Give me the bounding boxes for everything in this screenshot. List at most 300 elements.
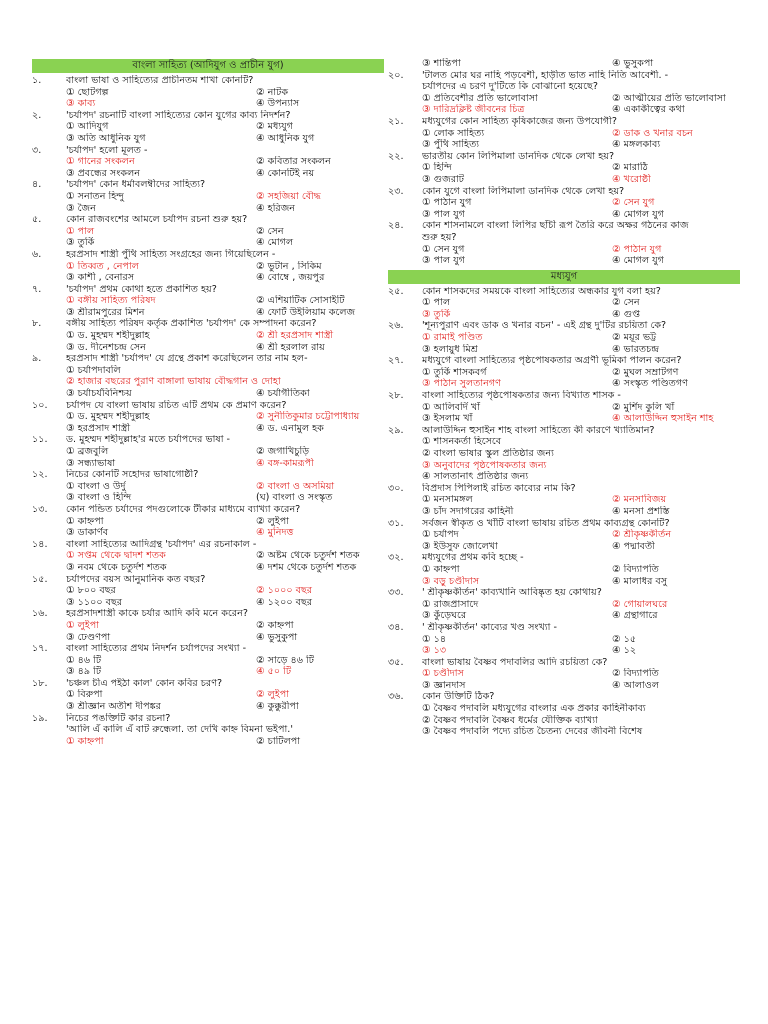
question-text: বাংলা ভাষায় বৈষ্ণব পদাবলির আদি রচয়িতা কে? bbox=[422, 656, 608, 668]
answer-option: ② বিদ্যাপতি bbox=[612, 668, 659, 680]
question-number: ২৮. bbox=[388, 390, 404, 402]
correct-answer-option: ② পাঠান যুগ bbox=[612, 243, 662, 255]
question-text: কোন যুগে বাংলা লিপিমালা ডানদিক থেকে লেখা হয়? bbox=[422, 185, 625, 197]
answer-option: ④ হরিজন bbox=[256, 202, 296, 214]
question-number: ১৫. bbox=[32, 573, 48, 585]
answer-option: ② সাড়ে ৪৬ টি bbox=[256, 654, 315, 666]
answer-option: (ঘ) বাংলা ও সংস্কৃত bbox=[256, 492, 333, 504]
question-line bbox=[32, 539, 384, 551]
question-item bbox=[32, 434, 384, 469]
correct-answer-option: ① বঙ্গীয় সাহিত্য পরিষদ bbox=[66, 295, 156, 307]
options-grid bbox=[32, 121, 384, 144]
question-number: ৩৪. bbox=[388, 621, 404, 633]
correct-answer-option: ③ কাব্য bbox=[66, 98, 96, 110]
question-number: ৪. bbox=[32, 179, 42, 191]
options-grid bbox=[32, 411, 384, 434]
question-item bbox=[388, 425, 740, 483]
correct-answer-option: ③ ১৩ bbox=[422, 645, 447, 657]
continued-options bbox=[388, 58, 740, 70]
question-text: বাংলা সাহিত্যের পৃষ্ঠপোষকতার জন্য বিখ্যাত শাসক - bbox=[422, 390, 621, 402]
options-grid bbox=[388, 668, 740, 691]
question-text: কোন পন্ডিত চর্যাদের পদগুলোকে টীকার মাধ্যমে ব্যাখ্যা করেন? bbox=[66, 503, 301, 515]
answer-option: ③ সন্ধ্যাভাষা bbox=[66, 457, 116, 469]
answer-option: ① শাসনকর্তা হিসেবে bbox=[422, 436, 502, 448]
answer-option: ③ ৪৯ টি bbox=[66, 666, 102, 678]
answer-option: ② কাহ্নপা bbox=[256, 619, 294, 631]
question-line bbox=[388, 552, 740, 564]
question-text: 'চর্যাপদ' প্রথম কোথা হতে প্রকাশিত হয়? bbox=[66, 283, 217, 295]
question-number: ২২. bbox=[388, 150, 404, 162]
question-item bbox=[32, 713, 384, 748]
correct-answer-option: ③ পাঠান সুলতানগণ bbox=[422, 378, 501, 390]
answer-option: ① বৈষ্ণব পদাবলি মধ্যযুগের বাংলার এক প্রকার কাহিনীকাব্য bbox=[422, 703, 646, 715]
options-grid bbox=[32, 330, 384, 353]
question-line bbox=[32, 145, 384, 157]
correct-answer-option: ② শ্রী হরপ্রসাদ শাস্ত্রী bbox=[256, 330, 334, 342]
answer-option: ② মুর্শিদ কুলি খাঁ bbox=[612, 401, 675, 413]
question-item bbox=[32, 469, 384, 504]
question-line bbox=[32, 110, 384, 122]
question-item bbox=[388, 286, 740, 321]
question-text: কোন উক্তিটি ঠিক? bbox=[422, 691, 495, 703]
options-grid bbox=[388, 436, 740, 482]
answer-option: ③ ইসলাম খাঁ bbox=[422, 413, 473, 425]
question-item bbox=[32, 643, 384, 678]
correct-answer-option: ④ আলাউদ্দিন হুসাইন শাহ bbox=[612, 413, 714, 425]
answer-option: ③ ইউসুফ জোলেখা bbox=[422, 540, 498, 552]
answer-option: ④ ১২ bbox=[612, 645, 637, 657]
correct-answer-option: ② সহজিয়া বৌদ্ধ bbox=[256, 190, 321, 202]
question-line bbox=[388, 587, 740, 599]
correct-answer-option: ② হাজার বছরের পুরাণ বাঙ্গালা ভাষায় বৌদ্ধগান ও দোহা bbox=[66, 376, 281, 388]
question-text: কোন শাসনামলে বাংলা লিপির ছাঁচী রূপ তৈরি করে অক্ষর গঠনের কাজ bbox=[422, 220, 689, 232]
answer-option: ③ কুঁড়েঘরে bbox=[422, 610, 467, 622]
answer-option: ① ৪৬ টি bbox=[66, 654, 102, 666]
question-item bbox=[388, 518, 740, 553]
answer-option: ③ শ্রীরামপুরের মিশন bbox=[66, 306, 145, 318]
question-item bbox=[388, 483, 740, 518]
answer-option: ③ ডাকার্ণব bbox=[66, 527, 109, 539]
correct-answer-option: ③ দারিদ্রক্লিষ্ট জীবনের চিত্র bbox=[422, 104, 525, 116]
question-line bbox=[32, 318, 384, 330]
options-grid bbox=[32, 191, 384, 214]
answer-option: ① মনসামঙ্গল bbox=[422, 494, 473, 506]
options-grid bbox=[388, 703, 740, 738]
question-number: ৩২. bbox=[388, 552, 404, 564]
options-grid bbox=[32, 550, 384, 573]
question-line bbox=[32, 179, 384, 191]
question-text: হরপ্রসাদ শাস্ত্রী 'চর্যাপদ' যে গ্রন্থে প্রকাশ করেছিলেন তার নাম হল- bbox=[66, 353, 308, 365]
correct-answer-option: ② বাংলা ও অসমিয়া bbox=[256, 480, 335, 492]
answer-option: ④ মঙ্গলকাব্য bbox=[612, 139, 661, 151]
answer-option: ① আলিবর্দি খাঁ bbox=[422, 401, 480, 413]
question-number: ১৭. bbox=[32, 643, 48, 655]
question-line bbox=[388, 483, 740, 495]
question-line bbox=[388, 186, 740, 198]
answer-option: ④ গুপ্ত bbox=[612, 308, 641, 320]
question-line bbox=[388, 657, 740, 669]
answer-option: ② মারাঠি bbox=[612, 162, 648, 174]
options-grid bbox=[32, 585, 384, 608]
answer-option: ④ মোগল যুগ bbox=[612, 255, 664, 267]
question-item bbox=[388, 657, 740, 692]
question-item bbox=[388, 691, 740, 737]
question-line bbox=[32, 469, 384, 481]
right-column bbox=[388, 58, 740, 738]
correct-answer-option: ① চণ্ডীদাস bbox=[422, 668, 464, 680]
question-line bbox=[388, 151, 740, 163]
question-text: 'চর্যাপদ' কোন ধর্মাবলম্বীদের সাহিত্য? bbox=[66, 179, 206, 191]
answer-option: ③ শান্তিপা bbox=[422, 58, 461, 69]
question-number: ২৪. bbox=[388, 220, 404, 232]
correct-answer-option: ② মনসাবিজয় bbox=[612, 494, 667, 506]
answer-option: ② মুঘল সম্রাটগণ bbox=[612, 366, 679, 378]
answer-option: ④ ড. এনামুল হক bbox=[256, 422, 324, 434]
question-text: ভারতীয় কোন লিপিমালা ডানদিক থেকে লেখা হয়? bbox=[422, 150, 615, 162]
answer-option: ④ সালতানাৎ প্রতিষ্ঠার জন্য bbox=[422, 471, 529, 483]
answer-option: ② এশিয়াটিক সোসাইটি bbox=[256, 295, 345, 307]
question-subtext: 'আলি এঁ কালি এঁ বাট রুন্ধেলা. তা দেখি কাহ্ন বিমনা ভইপা.' bbox=[66, 724, 293, 736]
options-grid bbox=[388, 494, 740, 517]
answer-option: ④ কোনটিই নয় bbox=[256, 167, 315, 179]
answer-option: ③ হরপ্রসাদ শাস্ত্রী bbox=[66, 422, 131, 434]
question-number: ১. bbox=[32, 75, 42, 86]
answer-option: ① সেন যুগ bbox=[422, 243, 465, 255]
options-grid bbox=[388, 402, 740, 425]
question-number: ১১. bbox=[32, 434, 48, 446]
answer-option: ① ৮০০ বছর bbox=[66, 585, 116, 597]
answer-option: ④ মালাধর বসু bbox=[612, 575, 668, 587]
answer-option: ① ড. মুহম্মদ শহীদুল্লাহ bbox=[66, 411, 150, 423]
question-subtext: চর্যাপদের এ চরণ দু'টিতে কি বোঝানো হয়েছে? bbox=[422, 81, 598, 93]
answer-option: ③ প্রবন্ধের সংকলন bbox=[66, 167, 140, 179]
answer-option: ② লুইপা bbox=[256, 515, 290, 527]
answer-option: ③ ঢেণ্ডণপা bbox=[66, 631, 111, 643]
question-number: ১২. bbox=[32, 469, 48, 481]
correct-answer-option: ② গোয়ালঘরে bbox=[612, 598, 668, 610]
correct-answer-option: ③ বড়ু চণ্ডীদাস bbox=[422, 575, 480, 587]
options-grid bbox=[32, 736, 384, 748]
answer-option: ③ অতি আধুনিক যুগ bbox=[66, 132, 146, 144]
left-column bbox=[32, 58, 384, 747]
question-number: ২৯. bbox=[388, 424, 404, 436]
question-line bbox=[388, 70, 740, 82]
answer-option: ④ একাকীত্বের কথা bbox=[612, 104, 685, 116]
question-text: আলাউদ্দিন হুসাইন শাহ বাংলা সাহিত্যে কী কারণে খ্যাতিমান? bbox=[422, 424, 655, 436]
answer-option: ③ চাঁদ সদাগরের কাহিনী bbox=[422, 505, 514, 517]
question-text: নিচের পঙক্তিটি কার রচনা? bbox=[66, 712, 171, 724]
answer-option: ① রাজপ্রাসাদে bbox=[422, 598, 479, 610]
answer-option: ④ আধুনিক যুগ bbox=[256, 132, 315, 144]
question-item bbox=[32, 400, 384, 435]
question-text: সর্বজন স্বীকৃত ও খাঁটি বাংলা ভাষায় রচিত প্রথম কাব্যগ্রন্থ কোনটি? bbox=[422, 517, 670, 529]
answer-option: ④ পদ্মাবতী bbox=[612, 540, 655, 552]
question-line bbox=[388, 425, 740, 437]
question-line bbox=[388, 518, 740, 530]
question-number: ৩১. bbox=[388, 517, 404, 529]
question-line bbox=[32, 75, 384, 87]
options-grid bbox=[388, 564, 740, 587]
question-number: ১৪. bbox=[32, 538, 48, 550]
question-line bbox=[32, 249, 384, 261]
correct-answer-option: ① গানের সংকলন bbox=[66, 156, 135, 168]
question-line bbox=[32, 284, 384, 296]
answer-option: ③ চর্যাচর্যবিনিশ্চয় bbox=[66, 388, 132, 400]
answer-option: ① ব্রজবুলি bbox=[66, 446, 109, 457]
answer-option: ③ বৈষ্ণব পদাবলি পদ্যে রচিত চৈতন্য দেবের জীবনী বিশেষ bbox=[422, 726, 643, 738]
answer-option: ③ ১১০০ বছর bbox=[66, 596, 123, 608]
options-grid bbox=[388, 197, 740, 220]
answer-option: ② বিদ্যাপতি bbox=[612, 563, 659, 575]
correct-answer-option: ② সুনীতিকুমার চট্টোপাধ্যায় bbox=[256, 411, 360, 423]
answer-option: ① ছোটগল্প bbox=[66, 86, 109, 98]
question-line bbox=[32, 353, 384, 365]
question-item bbox=[388, 116, 740, 151]
options-grid bbox=[388, 297, 740, 320]
question-number: ৮. bbox=[32, 318, 42, 330]
correct-answer-option: ① পাল bbox=[66, 225, 95, 237]
question-line bbox=[388, 320, 740, 332]
answer-option: ③ জৈন bbox=[66, 202, 96, 214]
answer-option: ④ সংস্কৃত পণ্ডিতগণ bbox=[612, 378, 688, 390]
correct-answer-option: ② ডাক ও খনার বচন bbox=[612, 127, 693, 139]
answer-option: ④ চর্যাগীতিকা bbox=[256, 388, 310, 400]
question-item bbox=[32, 678, 384, 713]
answer-option: ① পাঠান যুগ bbox=[422, 197, 472, 209]
question-item bbox=[32, 318, 384, 353]
answer-option: ② আত্মীয়ের প্রতি ভালোবাসা bbox=[612, 92, 726, 104]
answer-option: ① চর্যাপদ bbox=[422, 529, 459, 541]
options-grid bbox=[32, 446, 384, 469]
answer-option: ④ ১২০০ বছর bbox=[256, 596, 313, 608]
question-item bbox=[388, 70, 740, 116]
question-item bbox=[388, 186, 740, 221]
answer-option: ③ পাল যুগ bbox=[422, 208, 465, 220]
question-number: ৯. bbox=[32, 353, 42, 365]
question-item bbox=[32, 504, 384, 539]
correct-answer-option: ④ বঙ্গ-কামরূপী bbox=[256, 457, 314, 469]
question-number: ৩৬. bbox=[388, 691, 404, 703]
answer-option: ③ শ্রীজ্ঞান অতীশ দীপঙ্কর bbox=[66, 701, 161, 713]
answer-option: ① লোক সাহিত্য bbox=[422, 127, 485, 139]
answer-option: ② চাটিলপা bbox=[256, 735, 301, 747]
question-text: ড. মুহম্মদ শহীদুল্লাহ'র মতে চর্যাপদের ভাষা - bbox=[66, 434, 231, 446]
options-grid bbox=[388, 367, 740, 390]
question-item bbox=[388, 587, 740, 622]
question-item bbox=[32, 353, 384, 399]
question-line bbox=[32, 214, 384, 226]
answer-option: ② ভুটান , সিকিম bbox=[256, 260, 322, 272]
answer-option: ③ জ্ঞানদাস bbox=[422, 679, 466, 691]
answer-option: ③ নবম থেকে চতুর্দশ শতক bbox=[66, 561, 167, 573]
correct-answer-option: ③ তুর্কি bbox=[422, 308, 451, 320]
answer-option: ② বাংলা ভাষার স্কুল প্রতিষ্ঠার জন্য bbox=[422, 448, 554, 459]
correct-answer-option: ③ অনুবাদের পৃষ্ঠপোষকতার জন্য bbox=[422, 459, 547, 471]
question-line bbox=[32, 504, 384, 516]
answer-option: ① বিরুপা bbox=[66, 689, 103, 701]
options-grid bbox=[32, 620, 384, 643]
options-grid bbox=[32, 388, 384, 400]
answer-option: ② কবিতার সংকলন bbox=[256, 156, 331, 168]
question-item bbox=[388, 151, 740, 186]
answer-option: ② সেন bbox=[612, 297, 640, 309]
question-text: 'টালত মোর ঘর নাহি পড়বেশী, হাড়ীত ভাত নাহি নিতি আবেশী. - bbox=[422, 69, 669, 81]
question-text: 'চর্যাপদ' রচনাটি বাংলা সাহিত্যের কোন যুগের কাব্য নিদর্শন? bbox=[66, 109, 291, 121]
answer-option: ② মধ্যযুগ bbox=[256, 121, 293, 133]
options-grid bbox=[32, 87, 384, 110]
answer-option: ③ হলায়ুধ মিশ্র bbox=[422, 343, 478, 355]
question-item bbox=[32, 214, 384, 249]
question-line bbox=[388, 622, 740, 634]
options-grid bbox=[388, 529, 740, 552]
section-header-ancient: বাংলা সাহিত্য (আদিযুগ ও প্রাচীন যুগ) bbox=[32, 59, 384, 73]
question-line bbox=[32, 608, 384, 620]
answer-option: ① হিন্দি bbox=[422, 162, 452, 174]
question-item bbox=[388, 390, 740, 425]
question-item bbox=[388, 552, 740, 587]
question-item bbox=[388, 320, 740, 355]
correct-answer-option: ② সেন যুগ bbox=[612, 197, 655, 209]
question-number: ২১. bbox=[388, 115, 404, 127]
question-text: বাংলা সাহিত্যের আদিগ্রন্থ 'চর্যাপদ' এর রচনাকাল - bbox=[66, 538, 257, 550]
answer-option: ④ মোগল bbox=[256, 237, 294, 249]
question-text: বাংলা সাহিত্যের প্রথম নিদর্শন চর্যাপদের সংখ্যা - bbox=[66, 643, 247, 655]
answer-option: ④ কুক্কুরীপা bbox=[256, 701, 299, 713]
answer-option: ④ শ্রী হরলাল রায় bbox=[256, 341, 325, 353]
question-text: ' শ্রীকৃষ্ণকীর্তন' কাব্যের খণ্ড সংখ্যা - bbox=[422, 621, 557, 633]
answer-option: ① কাহ্নপা bbox=[66, 515, 104, 527]
options-grid bbox=[32, 655, 384, 678]
correct-answer-option: ④ মুনিদত্ত bbox=[256, 527, 294, 539]
options-grid bbox=[32, 481, 384, 504]
question-subtext: শুরু হয়? bbox=[422, 231, 457, 243]
options-grid bbox=[32, 295, 384, 318]
question-text: নিচের কোনটি সহোদর ভাষাগোষ্ঠী? bbox=[66, 469, 199, 481]
question-number: ৩৫. bbox=[388, 656, 404, 668]
answer-option: ② অষ্টম থেকে চতুর্দশ শতক bbox=[256, 550, 360, 562]
question-number: ২৩. bbox=[388, 185, 404, 197]
question-item bbox=[388, 355, 740, 390]
question-text: চর্যাপদ যে বাংলা ভাষায় রচিত এটি প্রথম কে প্রমাণ করেন? bbox=[66, 399, 287, 411]
question-text: মধ্যযুগের প্রথম কবি হচ্ছে - bbox=[422, 552, 524, 564]
answer-option: ① ড. মুহম্মদ শহীদুল্লাহ bbox=[66, 330, 150, 342]
answer-option: ④ গ্রন্থাগারে bbox=[612, 610, 658, 622]
question-number: ৫. bbox=[32, 214, 42, 226]
answer-option: ④ আলাওল bbox=[612, 679, 659, 691]
question-line bbox=[32, 678, 384, 690]
question-number: ২৬. bbox=[388, 320, 404, 332]
question-line bbox=[388, 691, 740, 703]
answer-option: ① কাহ্নপা bbox=[422, 563, 460, 575]
question-text: 'চঞ্চল চীএ পইঠা কাল' কোন কবির চরণ? bbox=[66, 677, 223, 689]
answer-option: ① ১৪ bbox=[422, 633, 447, 645]
options-grid bbox=[388, 634, 740, 657]
question-line bbox=[388, 116, 740, 128]
question-text: ' শ্রীকৃষ্ণকীর্তন' কাব্যখানি আবিষ্কৃত হয় কোথায়? bbox=[422, 587, 602, 599]
answer-option: ① প্রতিবেশীর প্রতি ভালোবাসা bbox=[422, 92, 538, 104]
question-number: ১৯. bbox=[32, 712, 48, 724]
question-number: ২৭. bbox=[388, 355, 404, 367]
options-grid bbox=[388, 244, 740, 267]
question-text: চর্যাপদের বয়স আনুমানিক কত বছর? bbox=[66, 573, 206, 585]
question-number: ২৫. bbox=[388, 285, 404, 297]
answer-option: ④ ভুসুকুপা bbox=[256, 631, 298, 643]
answer-option: ③ কাশী , বেনারস bbox=[66, 272, 135, 284]
question-line bbox=[388, 220, 740, 232]
answer-option: ② নাটক bbox=[256, 86, 289, 98]
question-text: মধ্যযুগে বাংলা সাহিত্যের পৃষ্ঠপোষকতার অগ্রণী ভূমিকা পালন করেন? bbox=[422, 355, 682, 367]
question-item bbox=[388, 220, 740, 266]
question-text: বঙ্গীয় সাহিত্য পরিষদ কর্তৃক প্রকাশিত 'চর্যাপদ' কে সম্পাদনা করেন? bbox=[66, 318, 317, 330]
correct-answer-option: ① কাহ্নপা bbox=[66, 735, 104, 747]
question-number: ৩০. bbox=[388, 482, 404, 494]
correct-answer-option: ② শ্রীকৃষ্ণকীর্তন bbox=[612, 529, 672, 541]
answer-option: ① চর্যাপদাবলি bbox=[66, 364, 121, 376]
question-number: ২. bbox=[32, 109, 42, 121]
question-item bbox=[32, 249, 384, 284]
correct-answer-option: ④ খরোষ্ঠী bbox=[612, 173, 651, 185]
question-line bbox=[388, 355, 740, 367]
answer-option: ① পাল bbox=[422, 297, 451, 309]
options-grid bbox=[388, 599, 740, 622]
answer-option: ② ১৫ bbox=[612, 633, 637, 645]
answer-option: ① সনাতন হিন্দু bbox=[66, 190, 124, 202]
question-text: কোন শাসকদের সময়কে বাংলা সাহিত্যের অন্ধকার যুগ বলা হয়? bbox=[422, 285, 661, 297]
answer-option: ① তুর্কি শাসকবর্গ bbox=[422, 366, 487, 378]
question-line bbox=[32, 643, 384, 655]
question-item bbox=[32, 284, 384, 319]
question-text: মধ্যযুগের কোন সাহিত্য কৃষিকাজের জন্য উপযোগী? bbox=[422, 115, 618, 127]
answer-option: ② জগাখিচুড়ি bbox=[256, 446, 310, 457]
question-text: বিপ্রদাস পিপিলাই রচিত কাব্যের নাম কি? bbox=[422, 482, 576, 494]
answer-option: ③ পাল যুগ bbox=[422, 255, 465, 267]
answer-option: ① বাংলা ও উর্দু bbox=[66, 480, 126, 492]
correct-answer-option: ① লুইপা bbox=[66, 619, 100, 631]
answer-option: ④ ভুসুকপা bbox=[612, 58, 654, 69]
question-number: ৭. bbox=[32, 283, 42, 295]
question-text: হরপ্রসাদশাস্ত্রী কাকে চর্যার আদি কবি মনে করেন? bbox=[66, 608, 248, 620]
question-number: ৩৩. bbox=[388, 587, 404, 599]
options-grid bbox=[32, 261, 384, 284]
question-text: হরপ্রসাদ শাস্ত্রী পুঁথি সাহিত্য সংগ্রহের জন্য গিয়েছিলেন - bbox=[66, 248, 276, 260]
answer-option: ④ বোম্বে , জয়পুর bbox=[256, 272, 325, 284]
answer-option: ③ পুঁথি সাহিত্য bbox=[422, 139, 480, 151]
answer-option: ④ উপন্যাস bbox=[256, 98, 300, 110]
question-item bbox=[32, 110, 384, 145]
answer-option: ④ ফোর্ট উইলিয়াম কলেজ bbox=[256, 306, 356, 318]
answer-option: ③ গুজরাট bbox=[422, 173, 465, 185]
question-number: ৩. bbox=[32, 144, 42, 156]
answer-option: ④ মনসা প্রশস্তি bbox=[612, 505, 670, 517]
question-text: 'চর্যাপদ' হলো মূলত - bbox=[66, 144, 148, 156]
answer-option: ② ময়ূর ভট্ট bbox=[612, 332, 657, 344]
question-number: ২০. bbox=[388, 69, 404, 81]
options-grid bbox=[32, 689, 384, 712]
question-number: ১৬. bbox=[32, 608, 48, 620]
question-line bbox=[388, 390, 740, 402]
question-line bbox=[32, 713, 384, 725]
options-grid bbox=[388, 162, 740, 185]
question-item bbox=[32, 179, 384, 214]
question-number: ৬. bbox=[32, 248, 42, 260]
question-line bbox=[32, 574, 384, 586]
answer-option: ④ দশম থেকে চতুর্দশ শতক bbox=[256, 561, 357, 573]
answer-option: ② বৈষ্ণব পদাবলি বৈষ্ণব ধর্মের যৌক্তিক ব্যাখ্যা bbox=[422, 714, 598, 726]
answer-option: ③ তুর্কি bbox=[66, 237, 95, 249]
options-grid bbox=[32, 226, 384, 249]
question-text: বাংলা ভাষা ও সাহিত্যের প্রাচীনতম শাখা কোনটি? bbox=[66, 75, 254, 86]
options-grid bbox=[32, 156, 384, 179]
